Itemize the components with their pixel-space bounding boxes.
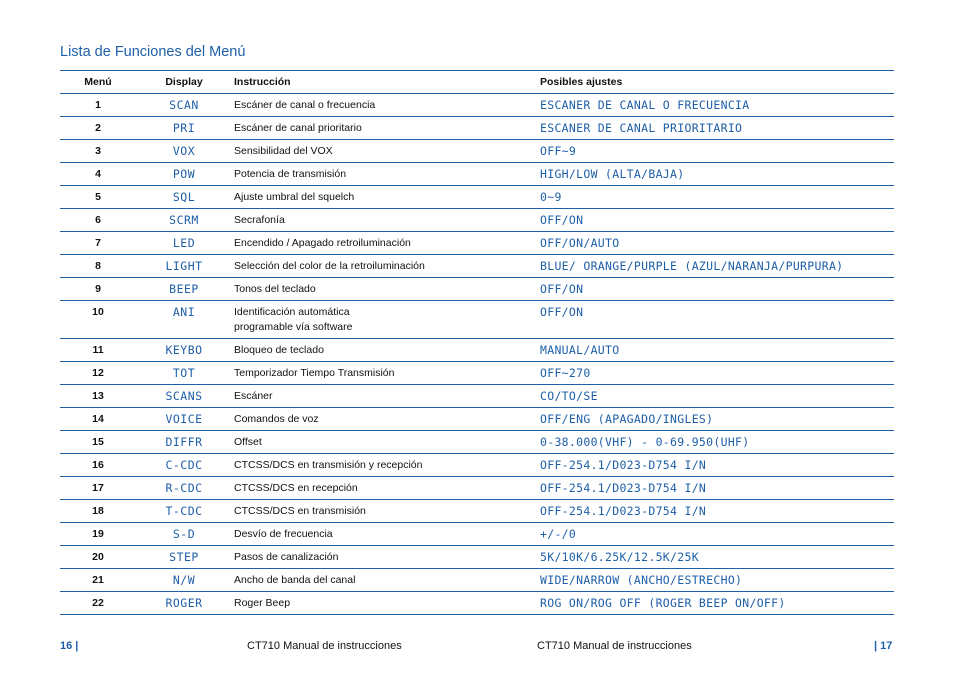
table-row: [60, 117, 894, 140]
settings-text: HIGH/LOW (ALTA/BAJA): [538, 163, 894, 186]
instruction-text: [232, 278, 538, 301]
instruction-text: [232, 140, 538, 163]
display-code: BEEP: [136, 278, 232, 301]
header-instruction: Instrucción: [232, 71, 538, 94]
table-row: [60, 454, 894, 477]
instruction-line: CTCSS/DCS en transmisión y recepción: [234, 459, 423, 471]
menu-number: 12: [60, 362, 136, 385]
menu-number: 18: [60, 500, 136, 523]
instruction-line: Secrafonía: [234, 214, 285, 226]
instruction-text: [232, 163, 538, 186]
instruction-text: [232, 362, 538, 385]
table-row: [60, 431, 894, 454]
instruction-line: Escáner de canal o frecuencia: [234, 99, 376, 111]
settings-text: MANUAL/AUTO: [538, 339, 894, 362]
settings-text: CO/TO/SE: [538, 385, 894, 408]
header-settings: Posibles ajustes: [538, 71, 894, 94]
instruction-line: Desvío de frecuencia: [234, 528, 333, 540]
settings-text: BLUE/ ORANGE/PURPLE (AZUL/NARANJA/PURPURA): [538, 255, 894, 278]
table-row: [60, 186, 894, 209]
instruction-line: Escáner de canal prioritario: [234, 122, 362, 134]
table-row: [60, 569, 894, 592]
instruction-line: Comandos de voz: [234, 413, 319, 425]
display-code: STEP: [136, 546, 232, 569]
header-display: Display: [136, 71, 232, 94]
display-code: LIGHT: [136, 255, 232, 278]
instruction-text: [232, 94, 538, 117]
instruction-line: Pasos de canalización: [234, 551, 339, 563]
display-code: VOX: [136, 140, 232, 163]
display-code: LED: [136, 232, 232, 255]
instruction-text: [232, 385, 538, 408]
settings-text: OFF-254.1/D023-D754 I/N: [538, 500, 894, 523]
menu-number: 4: [60, 163, 136, 186]
menu-number: 3: [60, 140, 136, 163]
instruction-line: Roger Beep: [234, 597, 291, 609]
left-page-number: 16 |: [60, 640, 79, 652]
menu-number: 10: [60, 301, 136, 339]
table-header-row: [60, 71, 894, 94]
menu-functions-table: [60, 70, 894, 615]
menu-number: 15: [60, 431, 136, 454]
menu-number: 21: [60, 569, 136, 592]
instruction-text: [232, 477, 538, 500]
instruction-line: Sensibilidad del VOX: [234, 145, 333, 157]
display-code: SCANS: [136, 385, 232, 408]
section-title: Lista de Funciones del Menú: [60, 44, 246, 60]
menu-number: 13: [60, 385, 136, 408]
instruction-text: [232, 255, 538, 278]
menu-number: 9: [60, 278, 136, 301]
display-code: SCRM: [136, 209, 232, 232]
menu-number: 7: [60, 232, 136, 255]
instruction-line: Escáner: [234, 390, 273, 402]
settings-text: 0~9: [538, 186, 894, 209]
menu-number: 8: [60, 255, 136, 278]
header-menu: Menú: [60, 71, 136, 94]
settings-text: WIDE/NARROW (ANCHO/ESTRECHO): [538, 569, 894, 592]
menu-number: 14: [60, 408, 136, 431]
settings-text: ESCANER DE CANAL PRIORITARIO: [538, 117, 894, 140]
right-footer-title: CT710 Manual de instrucciones: [537, 640, 692, 652]
instruction-line: Identificación automática: [234, 306, 350, 318]
settings-text: OFF/ON/AUTO: [538, 232, 894, 255]
table-row: [60, 278, 894, 301]
settings-text: OFF~270: [538, 362, 894, 385]
display-code: TOT: [136, 362, 232, 385]
menu-number: 6: [60, 209, 136, 232]
instruction-text: [232, 569, 538, 592]
table-row: [60, 500, 894, 523]
instruction-text: [232, 431, 538, 454]
table-row: [60, 209, 894, 232]
instruction-text: [232, 408, 538, 431]
display-code: S-D: [136, 523, 232, 546]
menu-number: 2: [60, 117, 136, 140]
instruction-line: Offset: [234, 436, 262, 448]
instruction-line: Selección del color de la retroiluminación: [234, 260, 425, 272]
table-row: [60, 477, 894, 500]
menu-number: 22: [60, 592, 136, 615]
display-code: SQL: [136, 186, 232, 209]
settings-text: +/-/0: [538, 523, 894, 546]
settings-text: OFF/ON: [538, 278, 894, 301]
display-code: ROGER: [136, 592, 232, 615]
display-code: PRI: [136, 117, 232, 140]
instruction-line: Potencia de transmisión: [234, 168, 347, 180]
table-row: [60, 301, 894, 339]
table-row: [60, 94, 894, 117]
settings-text: OFF~9: [538, 140, 894, 163]
display-code: N/W: [136, 569, 232, 592]
instruction-text: [232, 232, 538, 255]
instruction-line: Ajuste umbral del squelch: [234, 191, 355, 203]
table-row: [60, 592, 894, 615]
display-code: POW: [136, 163, 232, 186]
instruction-line: CTCSS/DCS en recepción: [234, 482, 358, 494]
instruction-text: [232, 186, 538, 209]
instruction-text: [232, 209, 538, 232]
menu-number: 1: [60, 94, 136, 117]
instruction-line: Tonos del teclado: [234, 283, 316, 295]
table-row: [60, 255, 894, 278]
instruction-text: [232, 339, 538, 362]
display-code: C-CDC: [136, 454, 232, 477]
instruction-line: Bloqueo de teclado: [234, 344, 324, 356]
settings-text: OFF/ON: [538, 301, 894, 339]
instruction-text: [232, 454, 538, 477]
table-row: [60, 408, 894, 431]
settings-text: ESCANER DE CANAL O FRECUENCIA: [538, 94, 894, 117]
table-row: [60, 339, 894, 362]
display-code: SCAN: [136, 94, 232, 117]
instruction-line: CTCSS/DCS en transmisión: [234, 505, 366, 517]
instruction-text: [232, 500, 538, 523]
menu-number: 5: [60, 186, 136, 209]
instruction-text: [232, 546, 538, 569]
table-row: [60, 232, 894, 255]
display-code: T-CDC: [136, 500, 232, 523]
settings-text: OFF-254.1/D023-D754 I/N: [538, 454, 894, 477]
display-code: VOICE: [136, 408, 232, 431]
instruction-text: [232, 301, 538, 339]
display-code: DIFFR: [136, 431, 232, 454]
table-row: [60, 546, 894, 569]
menu-number: 20: [60, 546, 136, 569]
table-row: [60, 362, 894, 385]
settings-text: ROG ON/ROG OFF (ROGER BEEP ON/OFF): [538, 592, 894, 615]
menu-number: 16: [60, 454, 136, 477]
instruction-text: [232, 592, 538, 615]
instruction-text: [232, 117, 538, 140]
left-footer-title: CT710 Manual de instrucciones: [247, 640, 402, 652]
instruction-line: programable vía software: [234, 321, 353, 333]
settings-text: OFF/ENG (APAGADO/INGLES): [538, 408, 894, 431]
display-code: KEYBO: [136, 339, 232, 362]
settings-text: 5K/10K/6.25K/12.5K/25K: [538, 546, 894, 569]
settings-text: OFF-254.1/D023-D754 I/N: [538, 477, 894, 500]
menu-number: 19: [60, 523, 136, 546]
instruction-line: Temporizador Tiempo Transmisión: [234, 367, 395, 379]
menu-number: 17: [60, 477, 136, 500]
table-row: [60, 523, 894, 546]
table-row: [60, 385, 894, 408]
table-row: [60, 140, 894, 163]
table-row: [60, 163, 894, 186]
display-code: R-CDC: [136, 477, 232, 500]
settings-text: 0-38.000(VHF) - 0-69.950(UHF): [538, 431, 894, 454]
display-code: ANI: [136, 301, 232, 339]
menu-number: 11: [60, 339, 136, 362]
right-page-number: | 17: [874, 640, 893, 652]
instruction-line: Ancho de banda del canal: [234, 574, 356, 586]
instruction-line: Encendido / Apagado retroiluminación: [234, 237, 411, 249]
settings-text: OFF/ON: [538, 209, 894, 232]
instruction-text: [232, 523, 538, 546]
